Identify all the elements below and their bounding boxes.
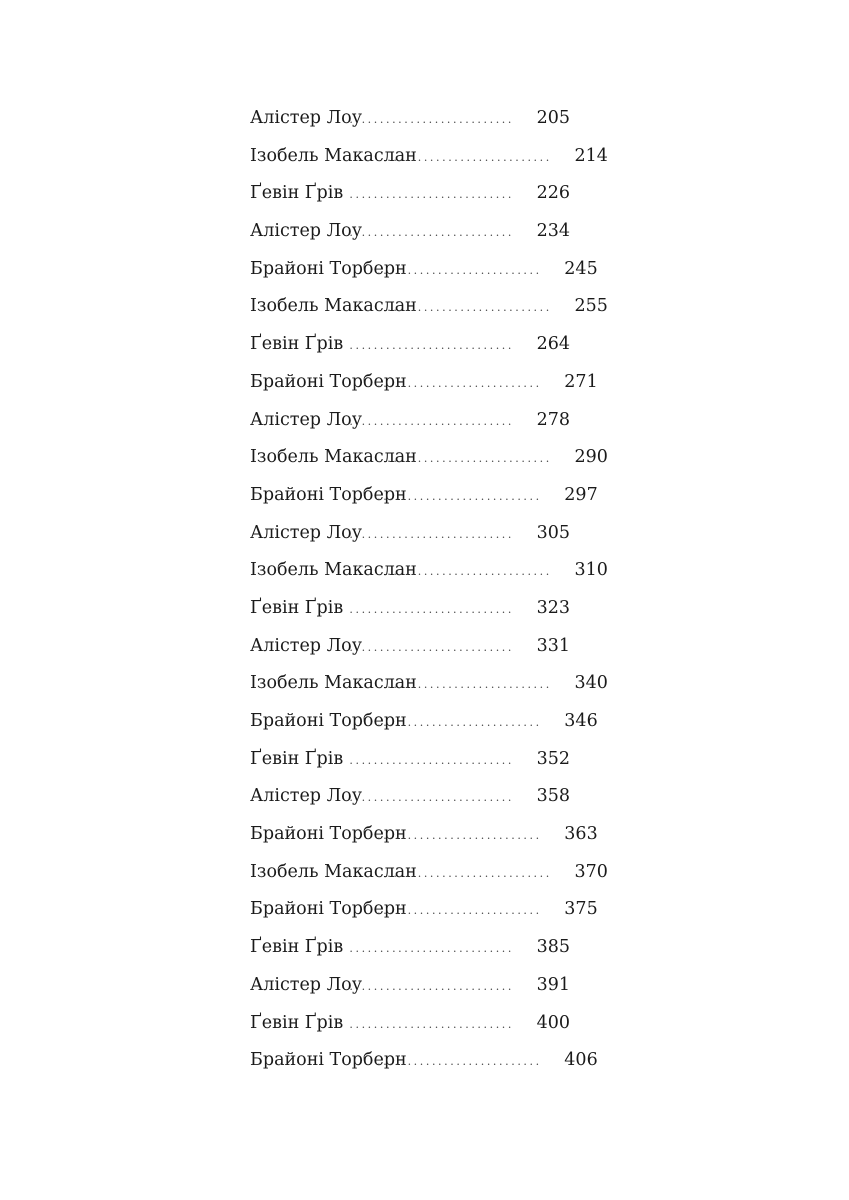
toc-entry: [250, 439, 608, 477]
toc-entry-name: Ізобель Макаслан: [250, 145, 417, 166]
toc-entry-name: Ґевін Ґрів: [250, 183, 344, 204]
toc-entry: [250, 741, 570, 779]
toc-entry: [250, 891, 598, 929]
toc-entry: [250, 477, 598, 515]
toc-page-number: 310: [574, 560, 608, 581]
toc-page-number: 214: [574, 145, 608, 166]
toc-page-number: 264: [536, 334, 570, 355]
toc-entry-name: Брайоні Торберн: [250, 484, 407, 505]
toc-entry-name: Алістер Лоу: [250, 974, 363, 995]
toc-dot-leader: ...........................: [377, 829, 542, 843]
toc-entry-name: Ґевін Ґрів: [250, 937, 344, 958]
toc-dot-leader: ...........................: [387, 150, 552, 164]
toc-dot-leader: ...........................: [349, 339, 514, 353]
toc-entry: [250, 213, 570, 251]
toc-entry: [250, 138, 608, 176]
toc-dot-leader: ...........................: [349, 188, 514, 202]
toc-dot-leader: ...........................: [349, 602, 514, 616]
toc-dot-leader: ...........................: [349, 640, 514, 654]
toc-entry: [250, 515, 570, 553]
toc-entry: [250, 1042, 598, 1080]
toc-entry-name: Ізобель Макаслан: [250, 447, 417, 468]
toc-entry: [250, 967, 570, 1005]
toc-entry: [250, 100, 570, 138]
toc-dot-leader: ...........................: [387, 866, 552, 880]
toc-dot-leader: ...........................: [349, 527, 514, 541]
toc-page-number: 290: [574, 447, 608, 468]
toc-page-number: 370: [574, 861, 608, 882]
toc-dot-leader: ...........................: [349, 226, 514, 240]
toc-page-number: 340: [574, 673, 608, 694]
toc-entry-name: Брайоні Торберн: [250, 899, 407, 920]
toc-entry: [250, 590, 570, 628]
toc-entry-name: Алістер Лоу: [250, 108, 363, 128]
toc-entry-name: Алістер Лоу: [250, 409, 363, 430]
toc-dot-leader: ...........................: [349, 1017, 514, 1031]
toc-dot-leader: ...........................: [387, 452, 552, 466]
toc-entry: [250, 854, 608, 892]
toc-page-number: 346: [564, 711, 598, 731]
toc-dot-leader: ...........................: [387, 678, 552, 692]
toc-page-number: 331: [536, 635, 570, 656]
toc-dot-leader: ...........................: [349, 791, 514, 805]
toc-entry: [250, 1005, 570, 1043]
toc-dot-leader: ...........................: [377, 376, 542, 390]
toc-entry: [250, 364, 598, 402]
toc-page-number: 278: [536, 409, 570, 430]
toc-entry-name: Ізобель Макаслан: [250, 673, 417, 694]
toc-entry: [250, 251, 598, 289]
toc-page-number: 323: [536, 597, 570, 618]
toc-entry: [250, 778, 570, 816]
toc-entry-name: Алістер Лоу: [250, 522, 363, 543]
toc-entry-name: Брайоні Торберн: [250, 824, 407, 845]
toc-entry: [250, 288, 608, 326]
toc-dot-leader: ...........................: [349, 942, 514, 956]
toc-page-number: 305: [536, 522, 570, 543]
toc-dot-leader: ...........................: [387, 565, 552, 579]
toc-page-number: 358: [536, 786, 570, 807]
toc-entry: [250, 665, 608, 703]
toc-page-number: 400: [536, 1012, 570, 1033]
toc-page-number: 352: [536, 748, 570, 769]
toc-page-number: 271: [564, 371, 598, 392]
table-of-contents: [250, 100, 608, 1080]
toc-entry-name: Алістер Лоу: [250, 786, 363, 807]
toc-page-number: 245: [564, 258, 598, 279]
toc-dot-leader: ...........................: [377, 716, 542, 729]
toc-entry: [250, 552, 608, 590]
toc-entry: [250, 175, 570, 213]
toc-page-number: 297: [564, 484, 598, 505]
toc-entry: [250, 402, 570, 440]
toc-dot-leader: ...........................: [349, 979, 514, 993]
toc-entry: [250, 929, 570, 967]
toc-page-number: 385: [536, 937, 570, 958]
toc-entry-name: Брайоні Торберн: [250, 711, 407, 731]
toc-entry: [250, 628, 570, 666]
toc-entry: [250, 326, 570, 364]
toc-dot-leader: ...........................: [349, 414, 514, 428]
toc-entry-name: Алістер Лоу: [250, 635, 363, 656]
toc-dot-leader: ...........................: [377, 904, 542, 918]
toc-dot-leader: ...........................: [377, 489, 542, 503]
toc-dot-leader: ...........................: [377, 263, 542, 277]
toc-page-number: 391: [536, 974, 570, 995]
toc-dot-leader: ...........................: [349, 753, 514, 767]
toc-entry-name: Брайоні Торберн: [250, 258, 407, 279]
toc-page-number: 226: [536, 183, 570, 204]
toc-dot-leader: ...........................: [387, 301, 552, 315]
toc-entry-name: Ізобель Макаслан: [250, 296, 417, 317]
toc-entry-name: Ізобель Макаслан: [250, 861, 417, 882]
toc-dot-leader: ...........................: [377, 1055, 542, 1069]
toc-page-number: 255: [574, 296, 608, 317]
toc-entry: [250, 703, 598, 741]
toc-entry-name: Брайоні Торберн: [250, 1050, 407, 1071]
toc-entry-name: Алістер Лоу: [250, 221, 363, 242]
toc-entry-name: Ґевін Ґрів: [250, 1012, 344, 1033]
toc-page-number: 205: [536, 108, 570, 128]
toc-page-number: 406: [564, 1050, 598, 1071]
toc-entry-name: Брайоні Торберн: [250, 371, 407, 392]
toc-entry-name: Ґевін Ґрів: [250, 748, 344, 769]
toc-entry-name: Ґевін Ґрів: [250, 334, 344, 355]
toc-entry-name: Ґевін Ґрів: [250, 597, 344, 618]
toc-page-number: 234: [536, 221, 570, 242]
toc-entry-name: Ізобель Макаслан: [250, 560, 417, 581]
toc-dot-leader: ...........................: [349, 113, 514, 126]
toc-entry: [250, 816, 598, 854]
toc-page-number: 375: [564, 899, 598, 920]
toc-page-number: 363: [564, 824, 598, 845]
